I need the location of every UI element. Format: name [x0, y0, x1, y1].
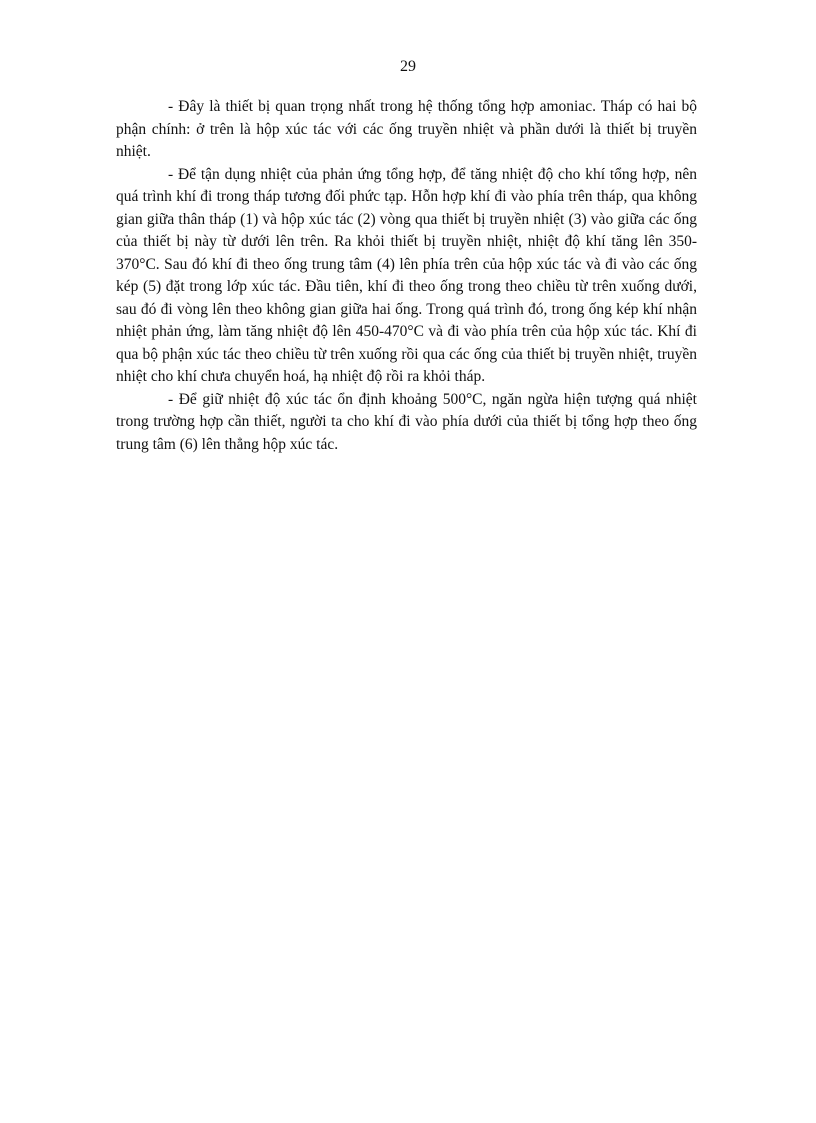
- document-body: [116, 96, 697, 456]
- paragraph-2: - Để tận dụng nhiệt của phản ứng tổng hợp, để tăng nhiệt độ cho khí tổng hợp, nên quá trình khí đi trong tháp tương đối phức tạp. Hỗn hợp khí đi vào phía trên tháp, qua không gian giữa thân tháp (1) và hộp xúc tác (2) vòng qua thiết bị truyền nhiệt (3) vào giữa các ống của thiết bị này từ dưới lên trên. Ra khỏi thiết bị truyền nhiệt, nhiệt độ khí tăng lên 350-370°C. Sau đó khí đi theo ống trung tâm (4) lên phía trên của hộp xúc tác và đi vào các ống kép (5) đặt trong lớp xúc tác. Đầu tiên, khí đi theo ống trong theo chiều từ trên xuống dưới, sau đó đi vòng lên theo không gian giữa hai ống. Trong quá trình đó, trong ống kép khí nhận nhiệt phản ứng, làm tăng nhiệt độ lên 450-470°C và đi vào phía trên của hộp xúc tác. Khí đi qua bộ phận xúc tác theo chiều từ trên xuống rồi qua các ống của thiết bị truyền nhiệt, truyền nhiệt cho khí chưa chuyển hoá, hạ nhiệt độ rồi ra khỏi tháp.: [116, 165, 697, 385]
- page-number: 29: [400, 58, 416, 75]
- paragraph-3: - Để giữ nhiệt độ xúc tác ổn định khoảng 500°C, ngăn ngừa hiện tượng quá nhiệt trong trường hợp cần thiết, người ta cho khí đi vào phía dưới của thiết bị tổng hợp theo ống trung tâm (6) lên thẳng hộp xúc tác.: [116, 390, 697, 453]
- paragraph-1: - Đây là thiết bị quan trọng nhất trong hệ thống tổng hợp amoniac. Tháp có hai bộ phận chính: ở trên là hộp xúc tác với các ống truyền nhiệt và phần dưới là thiết bị truyền nhiệt.: [116, 98, 697, 160]
